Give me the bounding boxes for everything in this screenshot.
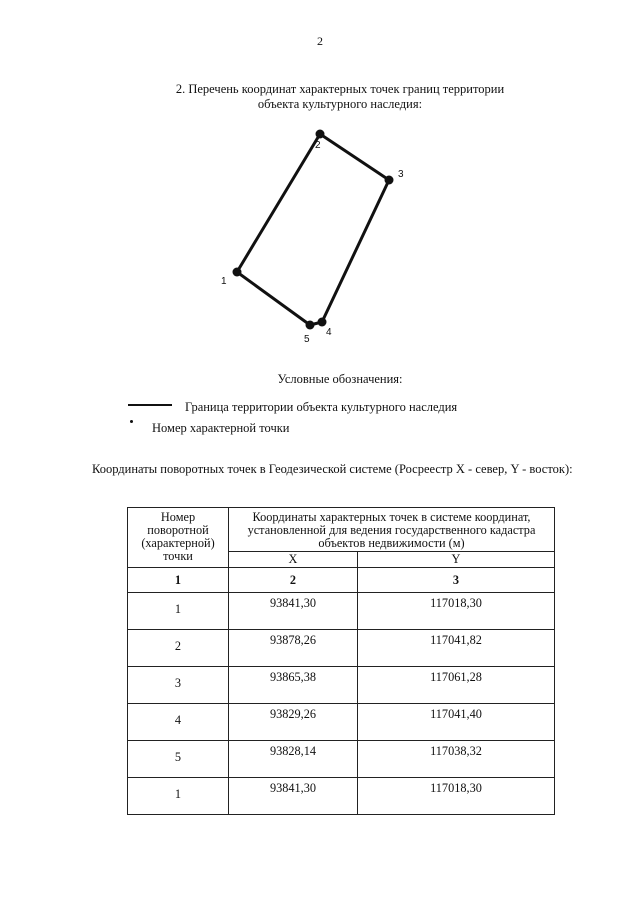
column-number-3: 3 xyxy=(358,568,555,593)
table-row xyxy=(128,778,555,815)
legend-boundary-line xyxy=(128,404,172,406)
header-coordinates-line: установленной для ведения государственного кадастра xyxy=(247,523,536,537)
boundary-point-3 xyxy=(385,176,394,185)
cell-x: 93865,38 xyxy=(229,667,358,704)
point-label-5: 5 xyxy=(304,334,310,345)
cell-point: 1 xyxy=(128,778,229,815)
column-number-1: 1 xyxy=(128,568,229,593)
header-point-number-line: Номер xyxy=(160,510,196,524)
legend-point-dot xyxy=(130,420,133,423)
cell-x: 93878,26 xyxy=(229,630,358,667)
cell-point: 5 xyxy=(128,741,229,778)
cell-y: 117061,28 xyxy=(358,667,555,704)
header-y: Y xyxy=(358,552,555,568)
cell-x: 93829,26 xyxy=(229,704,358,741)
legend-title: Условные обозначения: xyxy=(277,372,403,386)
boundary-point-4 xyxy=(318,318,327,327)
section-title-line-1: 2. Перечень координат характерных точек границ территории xyxy=(175,82,505,96)
header-point-number-line: поворотной xyxy=(147,523,209,537)
section-title-line-2: объекта культурного наследия: xyxy=(257,97,423,111)
cell-x: 93828,14 xyxy=(229,741,358,778)
cell-point: 1 xyxy=(128,593,229,630)
header-point-number-line: точки xyxy=(163,549,193,563)
header-point-number-line: (характерной) xyxy=(141,536,215,550)
column-number-2: 2 xyxy=(229,568,358,593)
cell-y: 117018,30 xyxy=(358,593,555,630)
table-row xyxy=(128,630,555,667)
boundary-point-1 xyxy=(233,268,242,277)
header-point-number xyxy=(128,508,229,568)
boundary-point-5 xyxy=(306,321,315,330)
point-label-2: 2 xyxy=(315,140,321,151)
cell-y: 117038,32 xyxy=(358,741,555,778)
cell-y: 117018,30 xyxy=(358,778,555,815)
coordinates-caption: Координаты поворотных точек в Геодезической системе (Росреестр X - север, Y - восток): xyxy=(92,462,573,476)
cell-point: 4 xyxy=(128,704,229,741)
table-row xyxy=(128,704,555,741)
point-label-3: 3 xyxy=(398,169,404,180)
table-row xyxy=(128,741,555,778)
header-coordinates-line: Координаты характерных точек в системе координат, xyxy=(252,510,531,524)
coordinates-table xyxy=(127,507,555,815)
point-label-1: 1 xyxy=(221,276,227,287)
header-x: X xyxy=(229,552,358,568)
legend-point-label: Номер характерной точки xyxy=(152,421,290,435)
page-number: 2 xyxy=(317,34,323,48)
cell-x: 93841,30 xyxy=(229,778,358,815)
point-label-4: 4 xyxy=(326,327,332,338)
cell-point: 2 xyxy=(128,630,229,667)
cell-y: 117041,40 xyxy=(358,704,555,741)
cell-y: 117041,82 xyxy=(358,630,555,667)
table-row xyxy=(128,593,555,630)
boundary-point-2 xyxy=(316,130,325,139)
header-coordinates-line: объектов недвижимости (м) xyxy=(318,536,465,550)
cell-x: 93841,30 xyxy=(229,593,358,630)
territory-boundary xyxy=(237,134,389,325)
legend-boundary-label: Граница территории объекта культурного наследия xyxy=(185,400,458,414)
header-coordinates xyxy=(229,508,555,552)
cell-point: 3 xyxy=(128,667,229,704)
table-row xyxy=(128,667,555,704)
